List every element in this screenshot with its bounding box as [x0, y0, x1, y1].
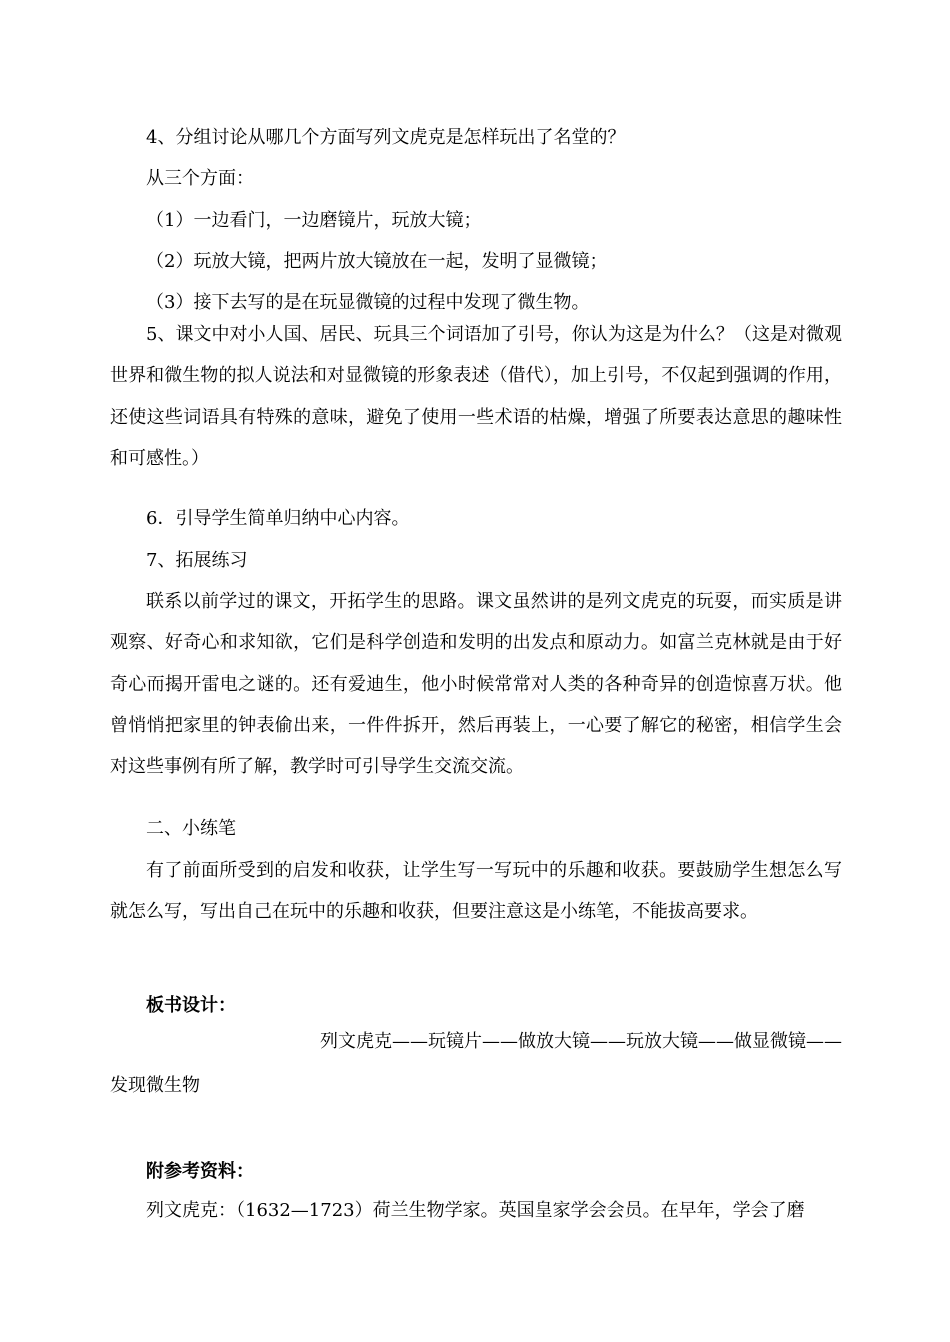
question-4-lead: 从三个方面：: [146, 168, 254, 190]
question-7-heading: 7、拓展练习: [146, 550, 248, 571]
reference-text: 列文虎克：（1632—1723）荷兰生物学家。英国皇家学会会员。在早年，学会了磨: [146, 1200, 805, 1221]
board-design-line-2: 发现微生物: [110, 1075, 200, 1096]
question-7-body: 联系以前学过的课文，开拓学生的思路。课文虽然讲的是列文虎克的玩耍，而实质是讲观察、好奇心和求知欲，它们是科学创造和发明的出发点和原动力。如富兰克林就是由于好奇心而揭开雷电之谜的。还有爱迪生，他小时候常常对人类的各种奇异的创造惊喜万状。他曾悄悄把家里的钟表偷出来，一件件拆开，然后再装上，一心要了解它的秘密，相信学生会对这些事例有所了解，教学时可引导学生交流交流。: [110, 591, 842, 778]
question-6: 6．引导学生简单归纳中心内容。: [146, 508, 410, 529]
board-design-heading: 板书设计：: [146, 995, 236, 1016]
question-5: 5、课文中对小人国、居民、玩具三个词语加了引号，你认为这是为什么？（这是对微观世界和微生物的拟人说法和对显微镜的形象表述（借代），加上引号，不仅起到强调的作用，还使这些词语具有特殊的意味，避免了使用一些术语的枯燥，增强了所要表达意思的趣味性和可感性。）: [110, 324, 842, 469]
board-design-line-1: 列文虎克——玩镜片——做放大镜——玩放大镜——做显微镜——: [320, 1031, 842, 1052]
question-4-text: 4、分组讨论从哪几个方面写列文虎克是怎样玩出了名堂的？: [146, 127, 626, 148]
section-2-body: 有了前面所受到的启发和收获，让学生写一写玩中的乐趣和收获。要鼓励学生想怎么写就怎么写，写出自己在玩中的乐趣和收获，但要注意这是小练笔，不能拔高要求。: [110, 860, 842, 923]
reference-heading: 附参考资料：: [146, 1161, 254, 1182]
question-4-item-2: （2）玩放大镜，把两片放大镜放在一起，发明了显微镜；: [146, 250, 608, 272]
question-4: [110, 117, 842, 323]
section-2-heading: 二、小练笔: [146, 818, 236, 839]
question-4-item-3: （3）接下去写的是在玩显微镜的过程中发现了微生物。: [146, 292, 590, 314]
question-4-item-1: （1）一边看门，一边磨镜片，玩放大镜；: [146, 209, 482, 231]
